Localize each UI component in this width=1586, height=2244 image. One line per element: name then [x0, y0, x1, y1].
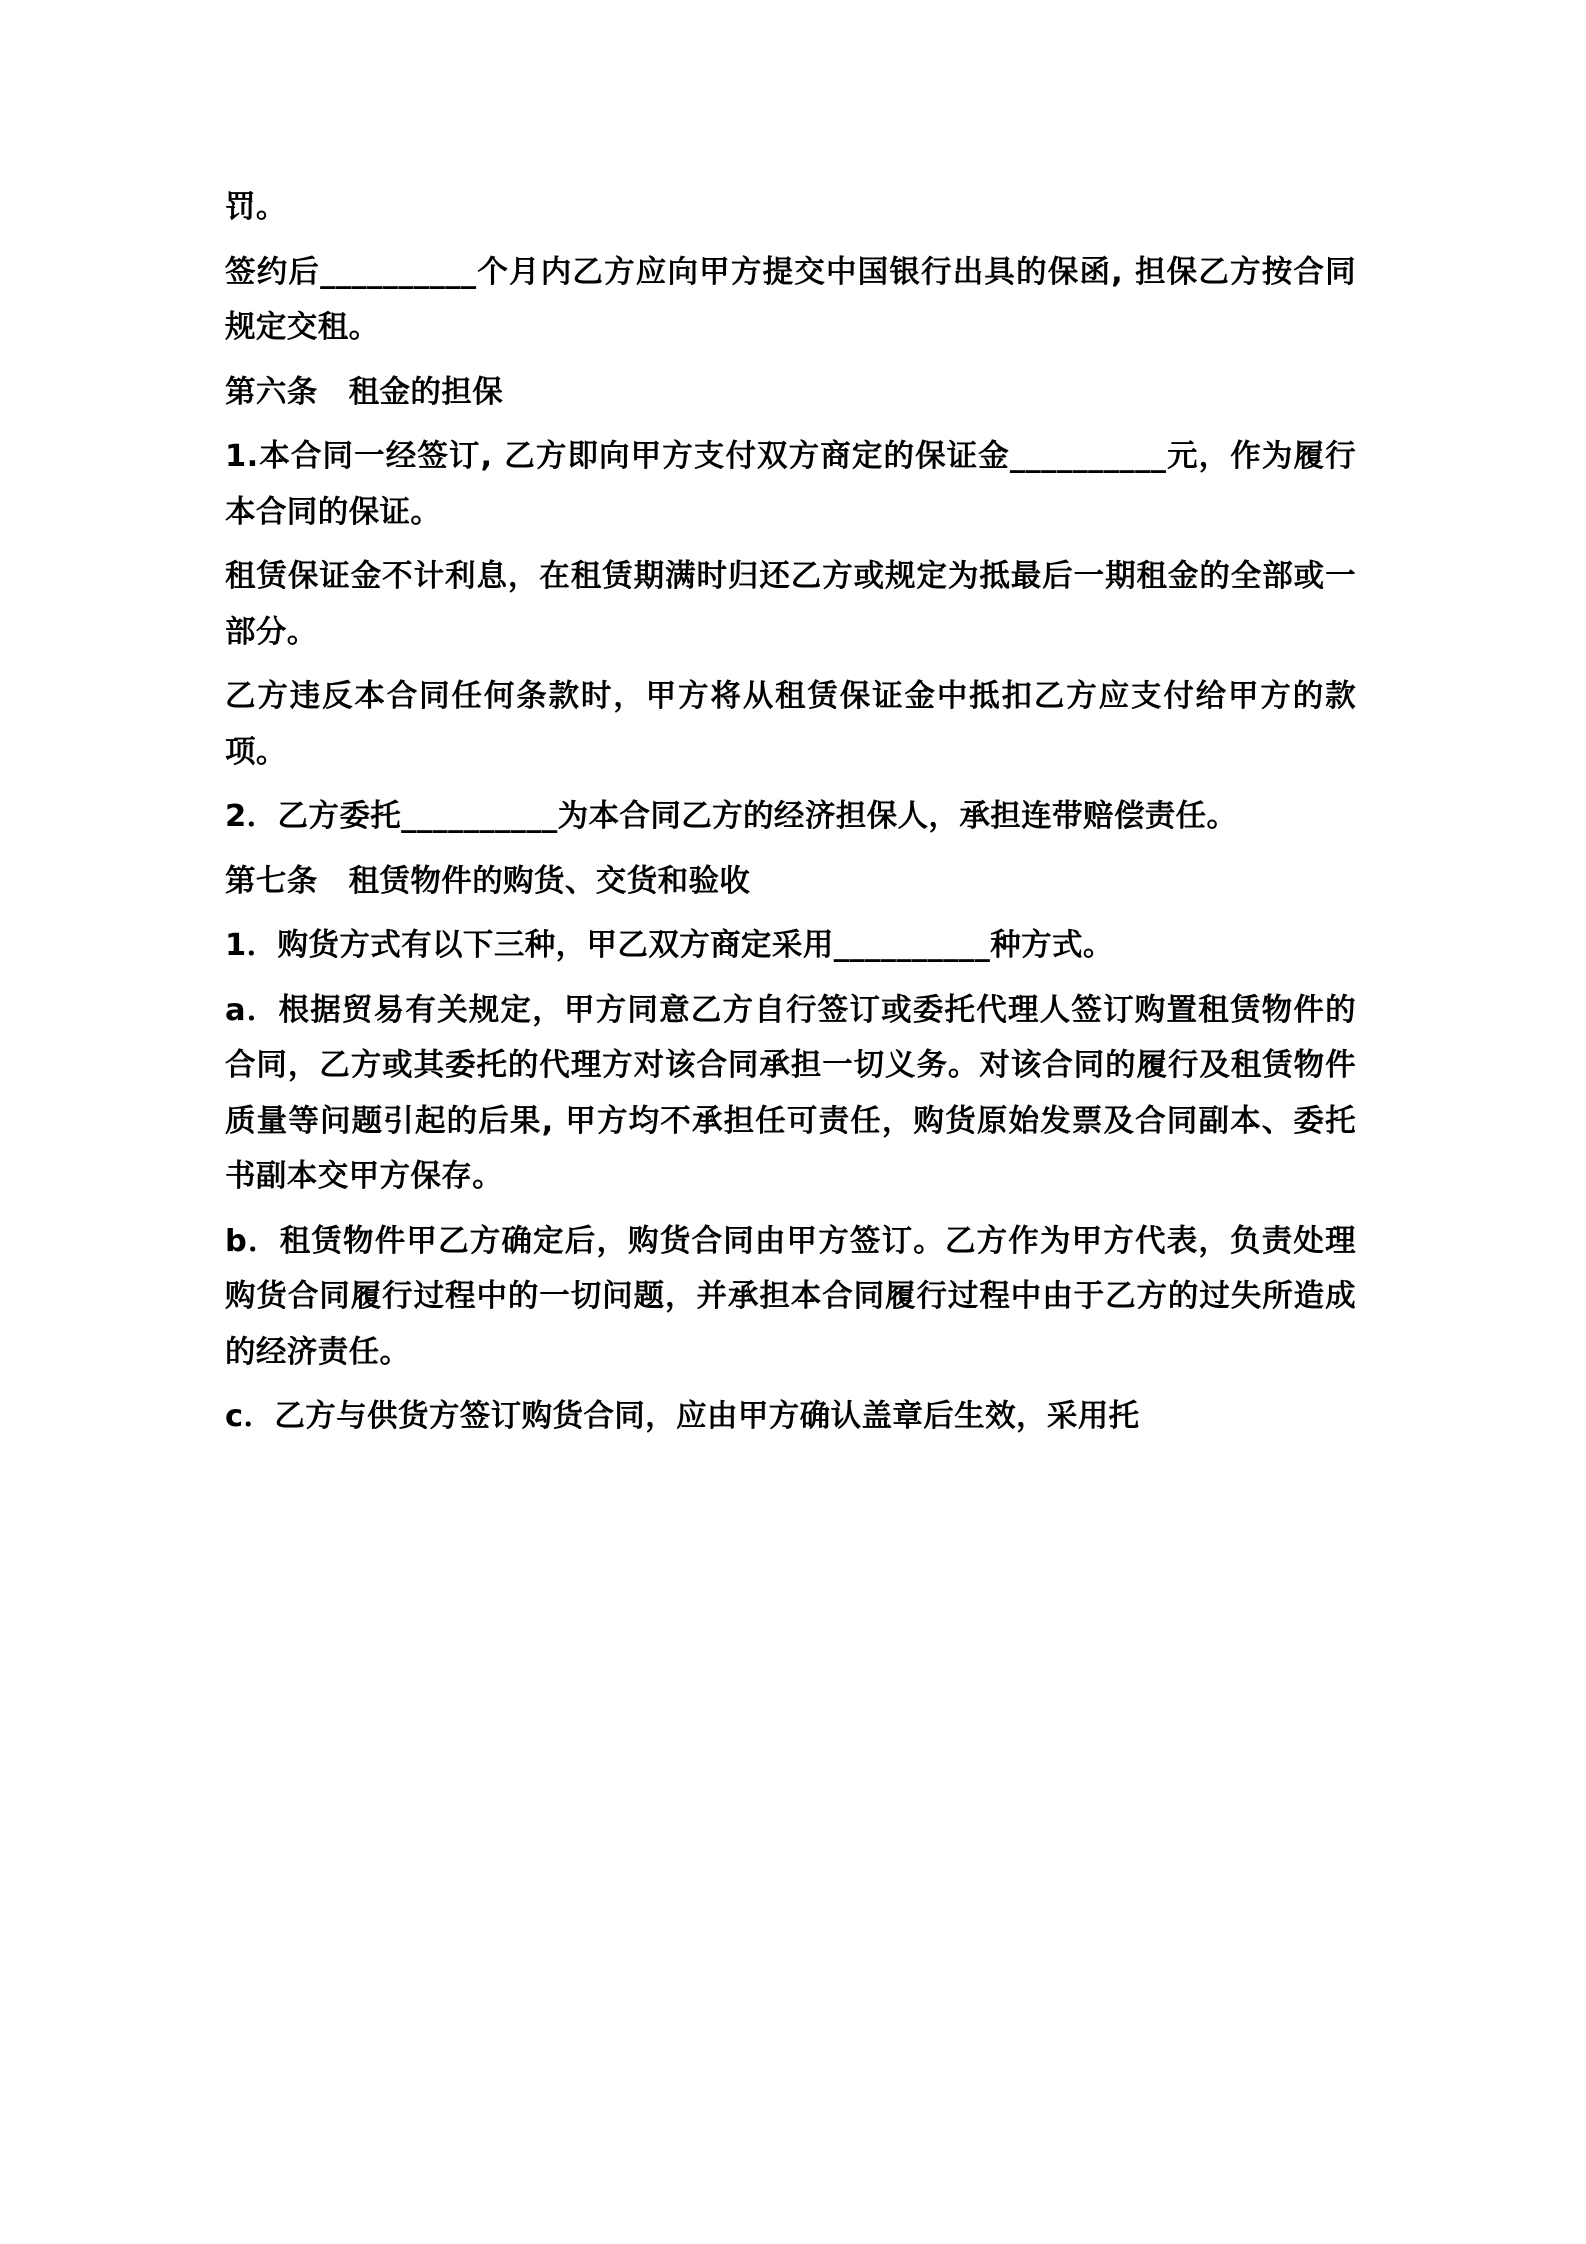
paragraph-deposit-clause-1: 1.本合同一经签订, 乙方即向甲方支付双方商定的保证金__________元，作为履行本合同的保证。: [225, 439, 1356, 530]
paragraph-method-a: a．根据贸易有关规定，甲方同意乙方自行签订或委托代理人签订购置租赁物件的合同，乙方或其委托的代理方对该合同承担一切义务。对该合同的履行及租赁物件质量等问题引起的后果, 甲方均不承担任可责任，购货原始发票及合同副本、委托书副本交甲方保存。: [225, 992, 1356, 1194]
paragraph-method-b: b．租赁物件甲乙方确定后，购货合同由甲方签订。乙方作为甲方代表，负责处理购货合同履行过程中的一切问题，并承担本合同履行过程中由于乙方的过失所造成的经济责任。: [225, 1223, 1356, 1370]
paragraph-guarantee-letter: 签约后__________个月内乙方应向甲方提交中国银行出具的保函, 担保乙方按合同规定交租。: [225, 254, 1356, 345]
section-heading-article-six: 第六条 租金的担保: [225, 374, 504, 410]
paragraph-deposit-no-interest: 租赁保证金不计利息，在租赁期满时归还乙方或规定为抵最后一期租金的全部或一部分。: [225, 559, 1356, 650]
paragraph-purchase-methods: 1．购货方式有以下三种，甲乙双方商定采用__________种方式。: [225, 928, 1114, 963]
paragraph-deposit-clause-2: 2．乙方委托__________为本合同乙方的经济担保人，承担连带赔偿责任。: [225, 799, 1238, 834]
paragraph-method-c: c．乙方与供货方签订购货合同，应由甲方确认盖章后生效，采用托: [225, 1399, 1140, 1434]
section-heading-article-seven: 第七条 租赁物件的购货、交货和验收: [225, 863, 751, 899]
paragraph-罚: 罚。: [225, 190, 287, 225]
paragraph-deposit-deduction: 乙方违反本合同任何条款时，甲方将从租赁保证金中抵扣乙方应支付给甲方的款项。: [225, 679, 1356, 770]
